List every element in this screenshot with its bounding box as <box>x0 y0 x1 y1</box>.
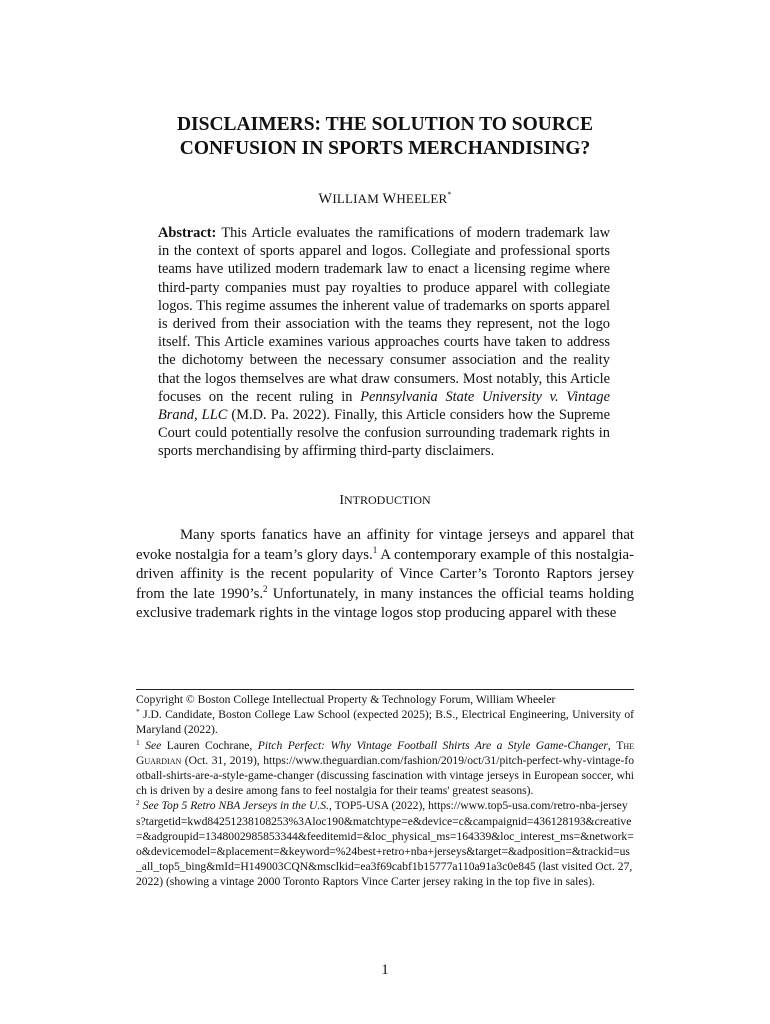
section-heading-rest: NTRODUCTION <box>344 493 431 507</box>
footnote-1-title: Pitch Perfect: Why Vintage Football Shirts Are a Style Game-Changer <box>257 738 608 752</box>
body-text-2: A contemporary example of this nostalgia-driven affinity is the recent popularity of Vince Carter’s Toronto Raptors jersey from the late 1990’s. <box>136 546 635 602</box>
footnote-2-url[interactable]: jerseys?targetid=kwd84251238108253%3Aloc190&matchtype=e&device=c&campaignid=436128193&creative=&adgroupid=1348002985853344&feeditemid=&loc_physical_ms=164339&loc_interest_ms=&network=o&devicemodel=&placement=&keyword=%24best+retro+nba+jerseys&target=&adposition=&trackid=us_all_top5_bing&mId=H149003CQN&msclkid=ea3f69cabf1b15777a110a91a3c0e845 <box>136 799 634 874</box>
section-heading-introduction <box>120 493 650 509</box>
author-name <box>120 190 650 208</box>
footnote-2 <box>136 798 634 889</box>
author-first-rest: ILLIAM <box>332 191 379 206</box>
article-title-line-2: CONFUSION IN SPORTS MERCHANDISING? <box>179 138 591 159</box>
footnote-2-see: See Top 5 Retro NBA Jerseys in the U.S. <box>142 799 329 813</box>
author-last-rest: HEELER <box>396 191 448 206</box>
footnote-2-text-1: , TOP5-USA (2022), https://www.top5-usa.com/retro-nba- <box>329 799 600 813</box>
footnote-ref-1: 1 <box>372 544 378 555</box>
article-title-line-1: DISCLAIMERS: THE SOLUTION TO SOURCE <box>176 114 594 135</box>
author-first-initial: W <box>318 191 333 207</box>
footnote-1-see: See <box>145 738 162 752</box>
footnote-1 <box>136 738 634 799</box>
article-title <box>120 113 650 161</box>
section-heading-initial: I <box>339 493 344 508</box>
abstract-text-2: (M.D. Pa. 2022). Finally, this Article considers how the Supreme Court could potentially resolve the confusion surrounding trademark rights in sports merchandising by affirming third-party disclaimers. <box>158 407 610 460</box>
abstract-case-name: Pennsylvania State University v. Vintage Brand, LLC <box>158 388 610 424</box>
footnote-1-rest: (Oct. 31, 2019), https://www.theguardian.com/fashion/2019/oct/31/pitch-perfect-why-vintage-football-shirts-are-a-style-game-changer (discussing fascination with vintage jerseys in European soccer, which is driven by a desire among fans to feel nostalgia for their teams' greatest seasons). <box>136 753 634 798</box>
body-text-3: Unfortunately, in many instances the official teams holding exclusive trademark rights in the vintage logos stop producing apparel with these <box>136 585 634 621</box>
footnote-2-marker: 2 <box>136 798 140 808</box>
body-text <box>136 526 634 624</box>
footnotes <box>136 692 634 890</box>
author-last-initial: W <box>382 191 397 207</box>
footnote-1-publication: The Guardian <box>136 738 635 767</box>
footnote-author-marker: * <box>136 707 140 717</box>
abstract <box>158 224 610 461</box>
copyright-notice: Copyright © Boston College Intellectual Property & Technology Forum, William Wheeler <box>136 693 556 706</box>
abstract-text-1: This Article evaluates the ramifications of modern trademark law in the context of sports apparel and logos. Collegiate and professional sports teams have utilized modern trademark law to enact a licensing regime where third-party companies must pay royalties to produce apparel with collegiate logos. This regime assumes the inherent value of trademarks on sports apparel is derived from their association with the teams they represent, not the logo itself. This Article examines various approaches courts have taken to address the dichotomy between the necessary consumer association and the reality that the logos themselves are what draw consumers. Most notably, this Article focuses on the recent ruling in <box>158 225 610 405</box>
author-footnote-marker: * <box>447 190 452 199</box>
footnote-1-sep: , <box>607 738 617 752</box>
footnote-1-author: Lauren Cochrane, <box>161 738 258 752</box>
footnote-2-text-2: (last visited Oct. 27, 2022) (showing a vintage 2000 Toronto Raptors Vince Carter jersey raking in the top five in sales). <box>136 860 633 889</box>
footnote-1-marker: 1 <box>136 737 140 747</box>
body-text-1: Many sports fanatics have an affinity for vintage jerseys and apparel that evoke nostalgia for a team’s glory days. <box>136 527 634 563</box>
page-number: 1 <box>381 962 389 978</box>
footnote-author <box>136 707 634 737</box>
footnote-divider <box>136 689 634 690</box>
body-paragraph <box>136 526 634 624</box>
abstract-label: Abstract: <box>158 225 217 241</box>
footnote-ref-2: 2 <box>263 583 268 594</box>
footnote-author-text: J.D. Candidate, Boston College Law School (expected 2025); B.S., Electrical Engineering, University of Maryland (2022). <box>136 708 634 737</box>
